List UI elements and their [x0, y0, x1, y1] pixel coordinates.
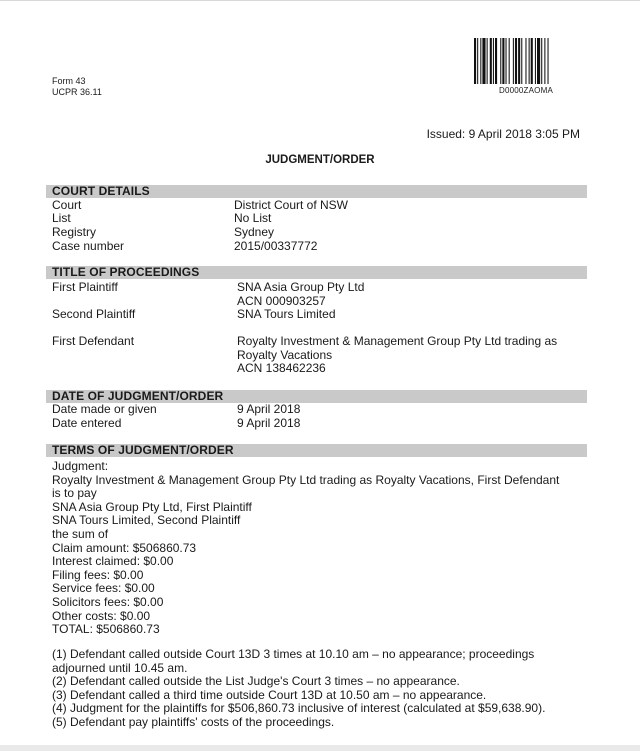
barcode-bar — [531, 38, 533, 84]
first-plaintiff-acn: ACN 000903257 — [237, 293, 326, 308]
barcode-bar — [500, 38, 501, 84]
barcode-bar — [529, 38, 530, 84]
barcode-bar — [548, 38, 549, 84]
barcode-bar — [506, 38, 507, 84]
first-defendant-line1: Royalty Investment & Management Group Pty Ltd trading as — [237, 334, 558, 348]
order-item-2: (2) Defendant called outside the List Judge's Court 3 times – no appearance. — [52, 674, 460, 689]
interest-claimed: Interest claimed: $0.00 — [52, 554, 174, 569]
date-entered-label: Date entered — [52, 416, 122, 430]
barcode-bar — [509, 38, 510, 84]
order-item-1: (1) Defendant called outside Court 13D 3 times at 10.10 am – no appearance; proceedings adjourned until 10.45 am. — [52, 647, 535, 675]
section-terms-of-judgment: TERMS OF JUDGMENT/ORDER — [46, 444, 587, 457]
service-fees: Service fees: $0.00 — [52, 581, 155, 596]
case-number-value: 2015/00337772 — [234, 239, 318, 253]
claim-amount: Claim amount: $506860.73 — [52, 540, 197, 555]
barcode-bar — [477, 38, 478, 84]
issued-date: Issued: 9 April 2018 3:05 PM — [426, 127, 580, 141]
barcode-bar — [513, 38, 514, 84]
barcode-bar — [502, 38, 504, 84]
first-defendant-value — [237, 335, 577, 376]
first-plaintiff-name: SNA Asia Group Pty Ltd — [237, 280, 365, 294]
barcode-bar — [525, 38, 526, 84]
barcode-bar — [544, 38, 545, 84]
barcode-bar — [482, 38, 485, 84]
form-number: Form 43 — [52, 76, 86, 86]
list-label: List — [52, 211, 71, 225]
terms-line: Royalty Investment & Management Group Pty Ltd trading as Royalty Vacations, First Defendant — [52, 472, 560, 487]
orders-list — [52, 648, 572, 730]
terms-line: Judgment: — [52, 459, 109, 473]
first-defendant-label: First Defendant — [52, 334, 135, 348]
case-number-label: Case number — [52, 239, 125, 253]
terms-line: the sum of — [52, 526, 109, 541]
page-top-edge — [0, 0, 640, 1]
registry-label: Registry — [52, 225, 97, 239]
first-plaintiff-value — [237, 281, 577, 308]
barcode-bar — [515, 38, 517, 84]
terms-line: SNA Tours Limited, Second Plaintiff — [52, 513, 241, 528]
court-value: District Court of NSW — [234, 198, 349, 212]
barcode-code: D0000ZAOMA — [498, 86, 554, 95]
section-court-details: COURT DETAILS — [46, 185, 587, 198]
second-plaintiff-label: Second Plaintiff — [52, 307, 136, 321]
order-item-4: (4) Judgment for the plaintiffs for $506,860.73 inclusive of interest (calculated at $59,638.90). — [52, 701, 546, 716]
list-value: No List — [234, 211, 272, 225]
barcode-bar — [493, 38, 494, 84]
filing-fees: Filing fees: $0.00 — [52, 567, 144, 582]
court-label: Court — [52, 198, 82, 212]
first-defendant-line2: Royalty Vacations — [237, 347, 333, 362]
form-rule: UCPR 36.11 — [52, 87, 102, 97]
barcode-bar — [480, 38, 481, 84]
barcode-image — [474, 38, 578, 84]
form-identifier — [52, 76, 102, 98]
total-amount: TOTAL: $506860.73 — [52, 622, 160, 637]
first-defendant-acn: ACN 138462236 — [237, 361, 326, 376]
page-bottom-edge — [0, 745, 640, 751]
second-plaintiff-value — [237, 308, 577, 322]
section-title-of-proceedings: TITLE OF PROCEEDINGS — [46, 266, 587, 279]
barcode-bar — [487, 38, 488, 84]
barcode-bar — [537, 38, 540, 84]
solicitors-fees: Solicitors fees: $0.00 — [52, 594, 164, 609]
date-entered-value: 9 April 2018 — [237, 416, 301, 430]
other-costs: Other costs: $0.00 — [52, 608, 151, 623]
order-item-5: (5) Defendant pay plaintiffs' costs of the proceedings. — [52, 714, 335, 729]
order-item-3: (3) Defendant called a third time outside Court 13D at 10.50 am – no appearance. — [52, 687, 487, 702]
document-title: JUDGMENT/ORDER — [265, 154, 375, 166]
first-plaintiff-label: First Plaintiff — [52, 280, 118, 294]
terms-line: is to pay — [52, 486, 97, 501]
second-plaintiff-name: SNA Tours Limited — [237, 307, 336, 321]
section-date-of-judgment: DATE OF JUDGMENT/ORDER — [46, 390, 587, 403]
barcode-bar — [490, 38, 492, 84]
barcode-bar — [521, 38, 522, 84]
barcode-bar — [518, 38, 520, 84]
barcode-bar — [535, 38, 536, 84]
barcode-bar — [474, 38, 476, 84]
date-made-value: 9 April 2018 — [237, 402, 301, 416]
terms-body — [52, 460, 572, 637]
barcode-bar — [541, 38, 542, 84]
terms-line: SNA Asia Group Pty Ltd, First Plaintiff — [52, 499, 252, 514]
barcode-bar — [495, 38, 497, 84]
date-made-label: Date made or given — [52, 402, 157, 416]
registry-value: Sydney — [234, 225, 275, 239]
